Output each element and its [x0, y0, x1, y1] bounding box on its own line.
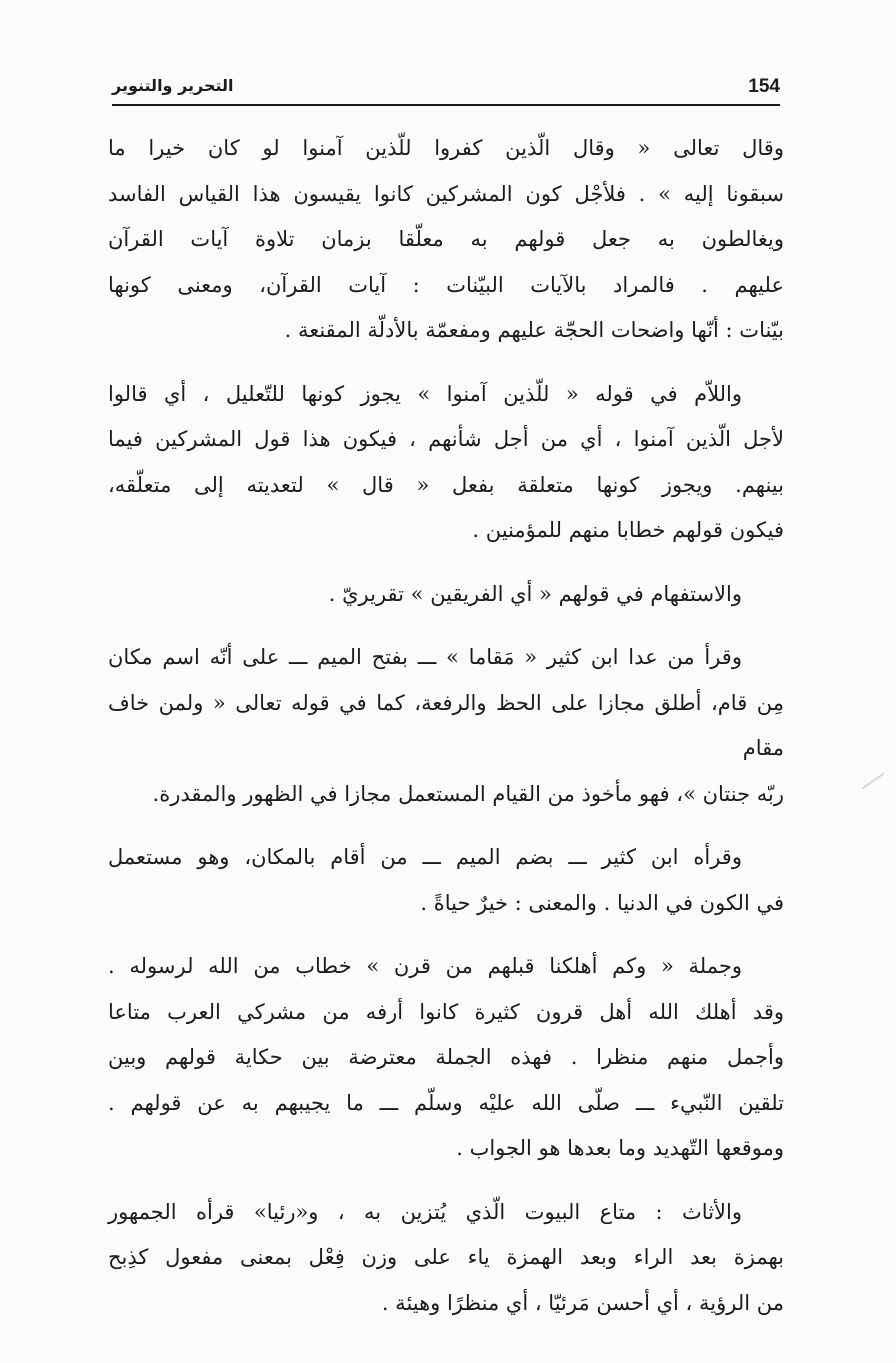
paragraph-3 — [108, 572, 784, 618]
text-line: وقد أهلك الله أهل قرون كثيرة كانوا أرفه من مشركي العرب متاعا — [108, 999, 784, 1024]
text-line: عليهم . فالمراد بالآيات البيّنات : آيات القرآن، ومعنى كونها — [108, 272, 784, 297]
text-line: وموقعها التّهديد وما بعدها هو الجواب . — [456, 1136, 784, 1160]
text-line: وقرأه ابن كثير ـــ بضم الميم ـــ من أقام بالمكان، وهو مستعمل — [108, 845, 742, 869]
text-line: وقال تعالى « وقال الّذين كفروا للّذين آمنوا لو كان خيرا ما — [108, 136, 784, 160]
text-line: والاستفهام في قولهم « أي الفريقين » تقريريّ . — [328, 581, 742, 606]
text-line: ويغالطون به جعل قولهم به معلّقا بزمان تلاوة آيات القرآن — [108, 227, 784, 251]
text-line: وأجمل منهم منظرا . فهذه الجملة معترضة بين حكاية قولهم وبين — [108, 1045, 784, 1069]
text-line: وقرأ من عدا ابن كثير « مَقاما » ـــ بفتح الميم ـــ على أنّه اسم مكان — [108, 645, 742, 669]
text-line: مِن قام، أطلق مجازا على الحظ والرفعة، كما في قوله تعالى « ولمن خاف مقام — [108, 690, 784, 760]
text-line: بيّنات : أنّها واضحات الحجّة عليهم ومفعمّة بالأدلّة المقنعة . — [284, 318, 784, 342]
text-line: بهمزة بعد الراء وبعد الهمزة ياء على وزن فِعْل بمعنى مفعول كذِبح — [108, 1245, 784, 1269]
page-header — [112, 74, 780, 106]
paragraph-5 — [108, 835, 784, 926]
text-line: تلقين النّبيء ـــ صلّى الله عليْه وسلّم ـــ ما يجيبهم به عن قولهم . — [108, 1090, 784, 1115]
paragraph-1 — [108, 126, 784, 354]
text-line: لأجل الّذين آمنوا ، أي من أجل شأنهم ، فيكون هذا قول المشركين فيما — [108, 427, 784, 451]
paragraph-2 — [108, 372, 784, 554]
paragraph-4 — [108, 635, 784, 817]
body-text — [108, 126, 784, 1344]
text-line: في الكون في الدنيا . والمعنى : خيرٌ حياةً . — [420, 890, 784, 915]
text-line: ربّه جنتان »، فهو مأخوذ من القيام المستعمل مجازا في الظهور والمقدرة. — [152, 781, 784, 806]
running-title: التحرير والتنوير — [112, 76, 234, 95]
text-line: بينهم. ويجوز كونها متعلقة بفعل « قال » لتعديته إلى متعلّقه، — [108, 472, 784, 497]
text-line: من الرؤية ، أي أحسن مَرئيّا ، أي منظرًا وهيئة . — [381, 1290, 784, 1315]
text-line: والأثاث : متاع البيوت الّذي يُتزين به ، و«رئيا» قرأه الجمهور — [108, 1199, 742, 1224]
text-line: وجملة « وكم أهلكنا قبلهم من قرن » خطاب من الله لرسوله . — [108, 954, 742, 978]
paragraph-7 — [108, 1190, 784, 1327]
text-line: فيكون قولهم خطابا منهم للمؤمنين . — [472, 518, 784, 542]
text-line: سبقونا إليه » . فلأجْل كون المشركين كانوا يقيسون هذا القياس الفاسد — [108, 181, 784, 206]
scan-artifact — [862, 773, 884, 790]
text-line: واللاّم في قوله « للّذين آمنوا » يجوز كونها للتّعليل ، أي قالوا — [108, 381, 742, 406]
paragraph-6 — [108, 944, 784, 1172]
page-number: 154 — [748, 76, 780, 97]
